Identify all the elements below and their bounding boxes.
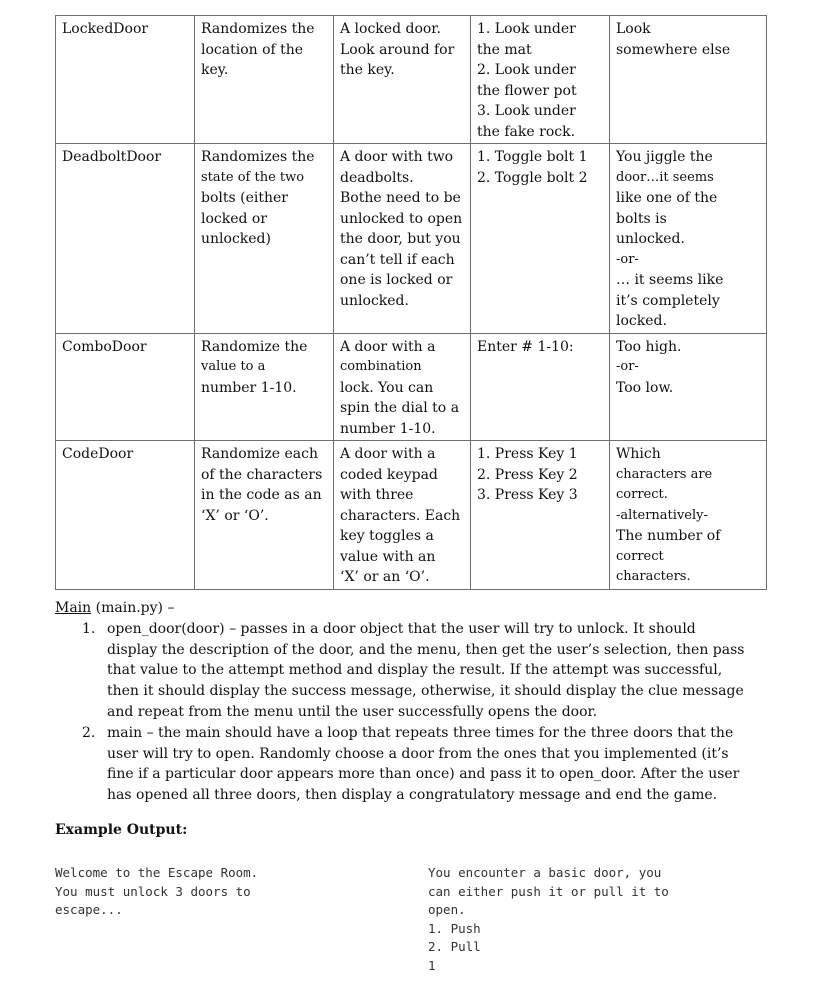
cell-line: somewhere else [616, 41, 731, 58]
main-heading-rest: (main.py) – [91, 600, 175, 616]
cell-line: bolts is [616, 210, 667, 227]
cell-line: A locked door. [340, 21, 441, 37]
cell-line: locked. [616, 313, 667, 329]
console-line: escape... [55, 902, 123, 917]
cell-line: correct [616, 548, 664, 564]
doors-table-body [56, 16, 767, 590]
cell-line: Too low. [616, 379, 674, 396]
cell-line: characters are [616, 466, 713, 482]
main-section [55, 598, 755, 806]
cell-line: You jiggle the [616, 149, 713, 165]
cell-line: door…it seems [616, 169, 714, 185]
console-line: 1 [428, 957, 436, 973]
console-line: 1. Push [428, 920, 481, 936]
cell-line: bolts (either [201, 190, 288, 206]
cell-line: Randomizes the [201, 149, 315, 165]
table-row [56, 16, 767, 144]
cell-line: ‘X’ or an ‘O’. [340, 569, 430, 585]
cell-line: of the characters [201, 466, 323, 483]
list-number: 1. [82, 620, 96, 637]
randomizes-cell [195, 16, 334, 144]
door-name: LockedDoor [62, 21, 149, 37]
table-row [56, 144, 767, 334]
cell-line: 1. Toggle bolt 1 [477, 149, 588, 165]
cell-line: state of the two [201, 169, 305, 185]
cell-line: value to a [201, 359, 266, 374]
door-name-cell [56, 441, 195, 590]
cell-line: lock. You can [340, 379, 434, 396]
cell-line: value with an [340, 548, 436, 565]
cell-line: unlocked) [201, 231, 271, 247]
cell-line: -alternatively- [616, 507, 708, 523]
cell-line: the door, but you [340, 231, 461, 247]
list-item [55, 723, 755, 806]
cell-line: Bothe need to be [340, 190, 461, 206]
paragraph-line: open_door(door) – passes in a door object that the user will try to unlock. It should [107, 620, 696, 637]
door-name-cell [56, 16, 195, 144]
cell-line: A door with a [340, 446, 436, 462]
cell-line: number 1-10. [201, 379, 297, 396]
paragraph-line: then it should display the success message, otherwise, it should display the clue message [107, 683, 744, 700]
randomizes-cell [195, 333, 334, 441]
clue-cell [610, 333, 767, 441]
cell-line: unlocked to open [340, 210, 463, 227]
console-line: 2. Pull [428, 939, 481, 954]
cell-line: spin the dial to a [340, 400, 460, 416]
cell-line: characters. [616, 569, 691, 584]
paragraph-line: that value to the attempt method and display the result. If the attempt was successful, [107, 662, 723, 679]
cell-line: it’s completely [616, 292, 720, 309]
table-row [56, 333, 767, 441]
cell-line: The number of [616, 528, 721, 544]
cell-line: Randomizes the [201, 21, 315, 37]
door-name-cell [56, 144, 195, 334]
cell-line: A door with two [340, 149, 454, 165]
cell-line: unlocked. [616, 231, 685, 247]
list-item [55, 619, 755, 723]
paragraph-line: display the description of the door, and the menu, then get the user’s selection, then pass [107, 641, 745, 658]
cell-line: number 1-10. [340, 420, 436, 437]
cell-line: Enter # 1-10: [477, 338, 574, 355]
cell-line: locked or [201, 210, 268, 227]
cell-line: unlocked. [340, 292, 409, 309]
cell-line: deadbolts. [340, 169, 414, 186]
paragraph-line: fine if a particular door appears more than once) and pass it to open_door. After the user [107, 766, 740, 783]
cell-line: 2. Look under [477, 62, 576, 78]
cell-line: key toggles a [340, 528, 434, 544]
cell-line: with three [340, 487, 414, 503]
cell-line: the fake rock. [477, 123, 576, 140]
paragraph-line: has opened all three doors, then display a congratulatory message and end the game. [107, 787, 718, 804]
paragraph-line: user will try to open. Randomly choose a door from the ones that you implemented (it’s [107, 745, 729, 762]
main-list [55, 619, 755, 806]
door-name: ComboDoor [62, 338, 147, 355]
console-line: can either push it or pull it to [428, 883, 669, 899]
cell-line: 2. Press Key 2 [477, 466, 578, 483]
menu-cell [471, 333, 610, 441]
cell-line: correct. [616, 487, 668, 502]
cell-line: the flower pot [477, 82, 577, 99]
description-cell [334, 441, 471, 590]
example-output-right [428, 864, 669, 975]
console-line: open. [428, 902, 466, 917]
doors-table [55, 15, 767, 590]
cell-line: location of the [201, 41, 304, 58]
cell-line: Randomize the [201, 338, 308, 355]
cell-line: Randomize each [201, 446, 318, 462]
cell-line: coded keypad [340, 466, 438, 483]
cell-line: the mat [477, 41, 532, 58]
menu-cell [471, 144, 610, 334]
cell-line: characters. Each [340, 507, 461, 524]
example-output-left [55, 864, 258, 920]
cell-line: the key. [340, 62, 395, 78]
clue-cell [610, 144, 767, 334]
cell-line: 2. Toggle bolt 2 [477, 169, 588, 186]
cell-line: can’t tell if each [340, 251, 455, 268]
cell-line: Look around for [340, 41, 455, 58]
cell-line: 1. Press Key 1 [477, 446, 578, 462]
menu-cell [471, 16, 610, 144]
menu-cell [471, 441, 610, 590]
cell-line: combination [340, 359, 422, 374]
cell-line: Too high. [616, 338, 682, 355]
console-line: Welcome to the Escape Room. [55, 865, 259, 880]
description-cell [334, 144, 471, 334]
door-name: DeadboltDoor [62, 149, 162, 165]
paragraph-line: and repeat from the menu until the user successfully opens the door. [107, 703, 598, 720]
table-row [56, 441, 767, 590]
console-line: You must unlock 3 doors to [55, 883, 251, 899]
description-cell [334, 333, 471, 441]
cell-line: key. [201, 62, 229, 78]
cell-line: … it seems like [616, 272, 724, 288]
cell-line: ‘X’ or ‘O’. [201, 507, 269, 524]
randomizes-cell [195, 144, 334, 334]
cell-line: Which [616, 446, 661, 462]
cell-line: in the code as an [201, 487, 322, 503]
cell-line: -or- [616, 359, 639, 374]
cell-line: 3. Look under [477, 103, 576, 119]
cell-line: 1. Look under [477, 21, 576, 37]
cell-line: one is locked or [340, 272, 453, 288]
door-name-cell [56, 333, 195, 441]
cell-line: Look [616, 21, 651, 37]
door-name: CodeDoor [62, 446, 134, 462]
main-heading [55, 598, 755, 619]
cell-line: 3. Press Key 3 [477, 487, 578, 503]
console-line: You encounter a basic door, you [428, 865, 662, 880]
randomizes-cell [195, 441, 334, 590]
clue-cell [610, 441, 767, 590]
description-cell [334, 16, 471, 144]
cell-line: like one of the [616, 190, 718, 206]
clue-cell [610, 16, 767, 144]
example-output-heading: Example Output: [55, 822, 188, 838]
cell-line: -or- [616, 251, 639, 267]
cell-line: A door with a [340, 338, 436, 355]
paragraph-line: main – the main should have a loop that repeats three times for the three doors that the [107, 724, 734, 741]
list-number: 2. [82, 724, 96, 741]
main-heading-underlined: Main [55, 600, 92, 616]
